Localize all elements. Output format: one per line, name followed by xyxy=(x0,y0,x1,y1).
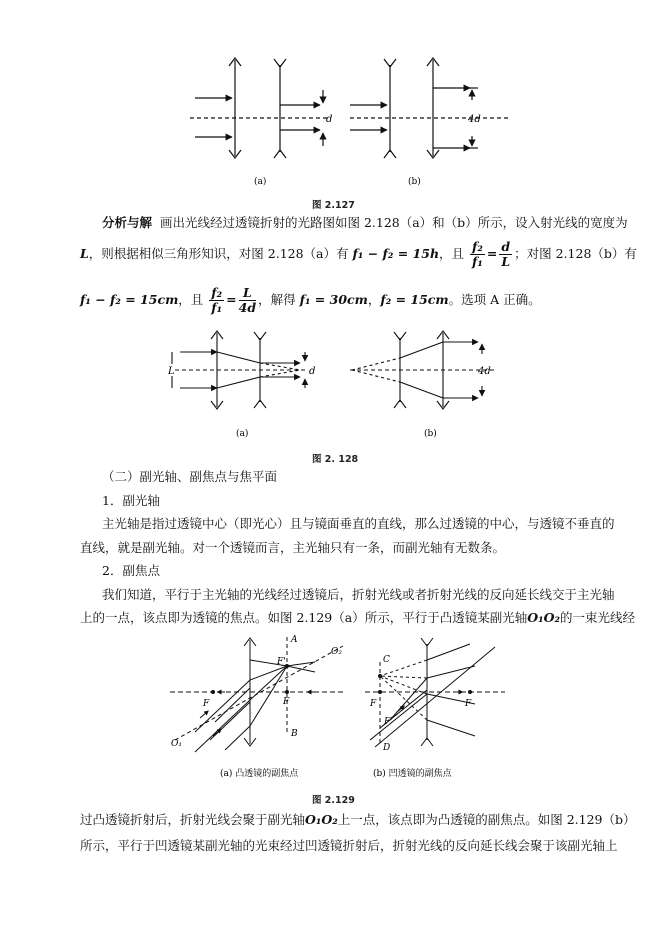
fraction-f2-f1-b xyxy=(209,286,224,315)
axis-O1O2-b: O₁O₂ xyxy=(305,812,338,827)
fig129-O1: O₁ xyxy=(171,739,182,749)
fig129-B: B xyxy=(291,729,298,739)
frac2-den: L xyxy=(501,254,511,269)
fig127-a-diagram xyxy=(190,58,333,158)
analysis-text-1: 画出光线经过透镜折射的光路图如图 2.128（a）和（b）所示，设入射光线的宽度为 xyxy=(159,215,628,230)
fig127-label-a: (a) xyxy=(254,177,267,187)
figure-2-128 xyxy=(160,330,510,445)
comma: ， xyxy=(367,292,381,307)
fig128-label-a: (a) xyxy=(236,429,249,439)
fig127-caption: 图 2.127 xyxy=(312,200,355,211)
fig129-F-b-right: F xyxy=(465,699,472,709)
para2-line-1: 我们知道，平行于主光轴的光线经过透镜后，折射光线或者折射光线的反向延长线交于主光轴 xyxy=(102,587,615,602)
tail-line-1 xyxy=(80,810,636,828)
conclusion: 。选项 A 正确。 xyxy=(448,292,541,307)
figure-2-129 xyxy=(165,632,510,782)
frac2-num: d xyxy=(501,239,511,254)
f1-value: f₁ = 30cm xyxy=(299,292,368,307)
frac3-num: f₂ xyxy=(211,285,223,300)
tail-text-c: 上一点，该点即为凸透镜的副焦点。如图 2.129（b） xyxy=(337,812,636,827)
fig127-d-label: d xyxy=(326,114,333,125)
equation-1: f₁ − f₂ = 15h xyxy=(352,246,440,261)
axis-O1O2: O₁O₂ xyxy=(527,610,560,625)
var-L: L xyxy=(80,246,89,261)
fig129-a-diagram xyxy=(170,637,345,752)
tail-line-2: 所示，平行于凹透镜某副光轴的光束经过凹透镜折射后，折射光线的反向延长线会聚于该副光轴上 xyxy=(80,838,618,853)
fig127-label-b: (b) xyxy=(408,177,421,187)
tail-text-a: 过凸透镜折射后，折射光线会聚于副光轴 xyxy=(80,812,306,827)
fig127-4d-label: 4d xyxy=(468,114,481,125)
fraction-f2-f1 xyxy=(470,240,485,269)
sub-heading-2: 2．副焦点 xyxy=(102,563,160,578)
fig129-Fp: F' xyxy=(277,657,286,667)
frac1-den: f₁ xyxy=(472,254,483,269)
fig129-O2: O₂ xyxy=(331,647,342,657)
figure-2-127 xyxy=(180,40,520,190)
fig129-F-a-right: F xyxy=(283,697,290,707)
fig128-d-label: d xyxy=(309,366,316,377)
fig129-Fp-b: F' xyxy=(384,717,393,727)
analysis-text-2: ，则根据相似三角形知识，对图 2.128（a）有 xyxy=(88,246,349,261)
para1-line-1: 主光轴是指过透镜中心（即光心）且与镜面垂直的直线，那么过透镜的中心，与透镜不垂直的 xyxy=(102,516,615,531)
fig127-b-diagram xyxy=(350,58,510,158)
para2-text-a: 上的一点，该点即为透镜的焦点。如图 2.129（a）所示，平行于凸透镜某副光轴 xyxy=(80,610,528,625)
analysis-heading: 分析与解 xyxy=(102,215,153,230)
frac1-num: f₂ xyxy=(472,239,483,254)
fig128-b-diagram xyxy=(350,331,495,409)
fig128-a-diagram xyxy=(172,331,305,409)
fig129-F-a-left: F xyxy=(203,699,210,709)
fig128-caption: 图 2. 128 xyxy=(312,454,359,465)
frac3-den: f₁ xyxy=(211,300,223,315)
fig129-A: A xyxy=(291,635,298,645)
fig129-F-b-left: F xyxy=(370,699,377,709)
analysis-text-2-tail: ；对图 2.128（b）有 xyxy=(514,246,637,261)
and-2: ，且 xyxy=(178,292,204,307)
fig129-cap-b: (b) 凹透镜的副焦点 xyxy=(373,769,452,779)
para1-line-2: 直线，就是副光轴。对一个透镜而言，主光轴只有一条，而副光轴有无数条。 xyxy=(80,540,506,555)
section-title: （二）副光轴、副焦点与焦平面 xyxy=(102,469,278,484)
fig129-C: C xyxy=(383,655,390,665)
fig129-D: D xyxy=(383,743,391,753)
analysis-line-2 xyxy=(80,240,637,269)
para2-text-c: 的一束光线经 xyxy=(559,610,635,625)
and-1: ，且 xyxy=(439,246,465,261)
analysis-line-3 xyxy=(80,286,541,315)
f2-value: f₂ = 15cm xyxy=(380,292,449,307)
fig128-4d-label: 4d xyxy=(478,366,491,377)
analysis-line-1 xyxy=(102,213,628,231)
fig129-caption: 图 2.129 xyxy=(312,795,355,806)
frac4-den: 4d xyxy=(238,300,257,315)
eq-sign-1: = xyxy=(486,246,498,261)
fig129-cap-a: (a) 凸透镜的副焦点 xyxy=(220,769,299,779)
fig128-label-b: (b) xyxy=(424,429,437,439)
eq-sign-2: = xyxy=(226,292,237,307)
frac4-num: L xyxy=(239,286,256,301)
fraction-d-L xyxy=(499,240,512,269)
solve-text: ，解得 xyxy=(258,292,296,307)
sub-heading-1: 1．副光轴 xyxy=(102,493,160,508)
para2-line-2 xyxy=(80,608,635,626)
equation-2: f₁ − f₂ = 15cm xyxy=(80,292,179,307)
fig128-L-label: L xyxy=(168,366,175,377)
fraction-L-4d xyxy=(239,286,256,315)
